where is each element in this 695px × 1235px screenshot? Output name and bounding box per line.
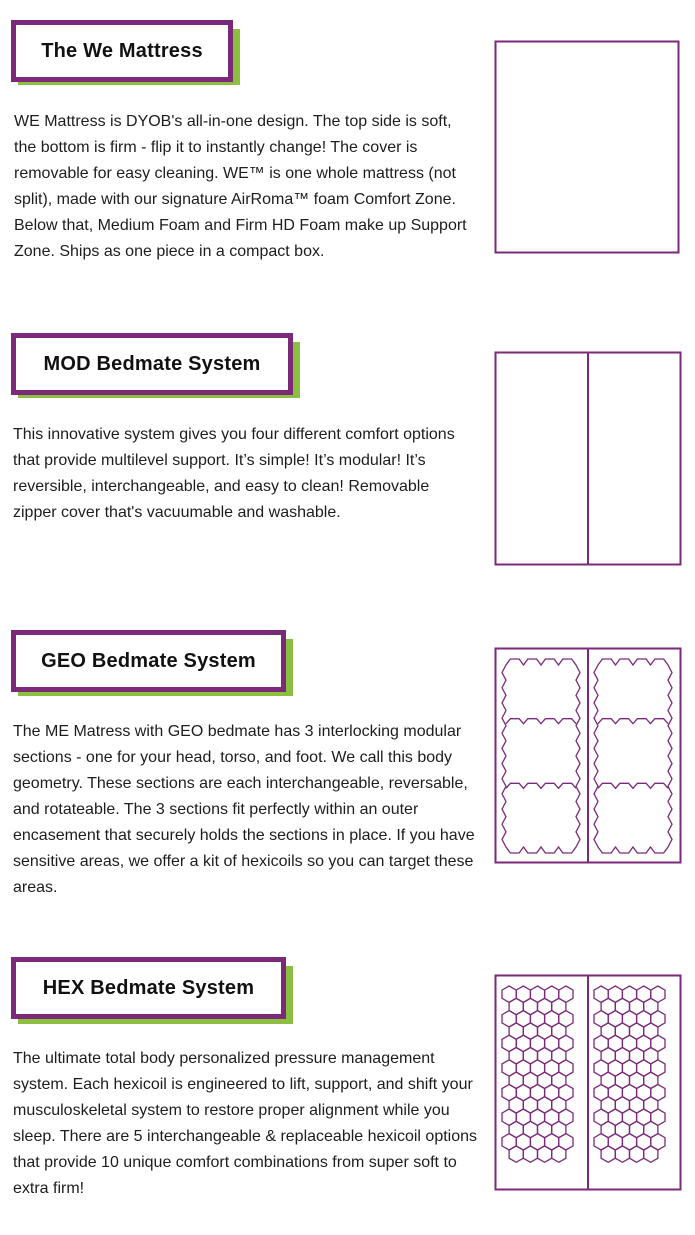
geo-section-outline <box>594 659 672 853</box>
geo-bedmate-description: The ME Matress with GEO bedmate has 3 interlocking modular sections - one for your head, torso, and foot. We call this body geometry. These sections are each interchangeable, reversable, and rotateable. The 3 sections fit perfectly within an outer encasement that securely holds the sections in place. If you have sensitive areas, we offer a kit of hexicoils so you can target these areas. <box>13 723 475 896</box>
geo-section-divider <box>598 719 668 724</box>
hexicoil-cell <box>644 1146 658 1162</box>
geo-section-divider <box>598 783 668 788</box>
we-mattress-title: The We Mattress <box>11 20 233 82</box>
mod-bedmate-title: MOD Bedmate System <box>11 333 293 395</box>
hex-grid-right <box>594 986 665 1162</box>
hexicoil-cell <box>538 1146 552 1162</box>
single-mattress-illustration <box>494 40 681 255</box>
hexicoil-cell <box>523 1146 537 1162</box>
hex-grid-left <box>502 986 573 1162</box>
geo-sections-illustration <box>494 647 683 865</box>
geo-column-left <box>502 659 580 853</box>
hexicoil-cell <box>509 1146 523 1162</box>
hex-bedmate-description: The ultimate total body personalized pressure management system. Each hexicoil is engineered to lift, support, and shift your musculoskeletal system to restore proper alignment while you sleep. There are 5 interchangeable & replaceable hexicoil options that provide 10 unique comfort combinations from super soft to extra firm! <box>13 1050 478 1197</box>
geo-section-divider <box>506 783 576 788</box>
hexicoil-cell <box>552 1146 566 1162</box>
geo-section-outline <box>502 659 580 853</box>
we-mattress-description: WE Mattress is DYOB's all-in-one design. The top side is soft, the bottom is firm - flip it to instantly change! The cover is removable for easy cleaning. WE™ is one whole mattress (not split), made with our signature AirRoma™ foam Comfort Zone. Below that, Medium Foam and Firm HD Foam make up Support Zone. Ships as one piece in a compact box. <box>14 113 467 260</box>
mod-bedmate-description: This innovative system gives you four different comfort options that provide multilevel support. It’s simple! It’s modular! It’s reversible, interchangeable, and easy to clean! Removable zipper cover that's vacuumable and washable. <box>13 426 455 521</box>
geo-column-right <box>594 659 672 853</box>
hexicoil-cell <box>630 1146 644 1162</box>
hex-bedmate-title: HEX Bedmate System <box>11 957 286 1019</box>
hexicoil-cell <box>615 1146 629 1162</box>
hex-honeycomb-illustration <box>494 974 683 1192</box>
split-mattress-illustration <box>494 351 683 567</box>
geo-section-divider <box>506 719 576 724</box>
hexicoil-cell <box>601 1146 615 1162</box>
geo-bedmate-title: GEO Bedmate System <box>11 630 286 692</box>
